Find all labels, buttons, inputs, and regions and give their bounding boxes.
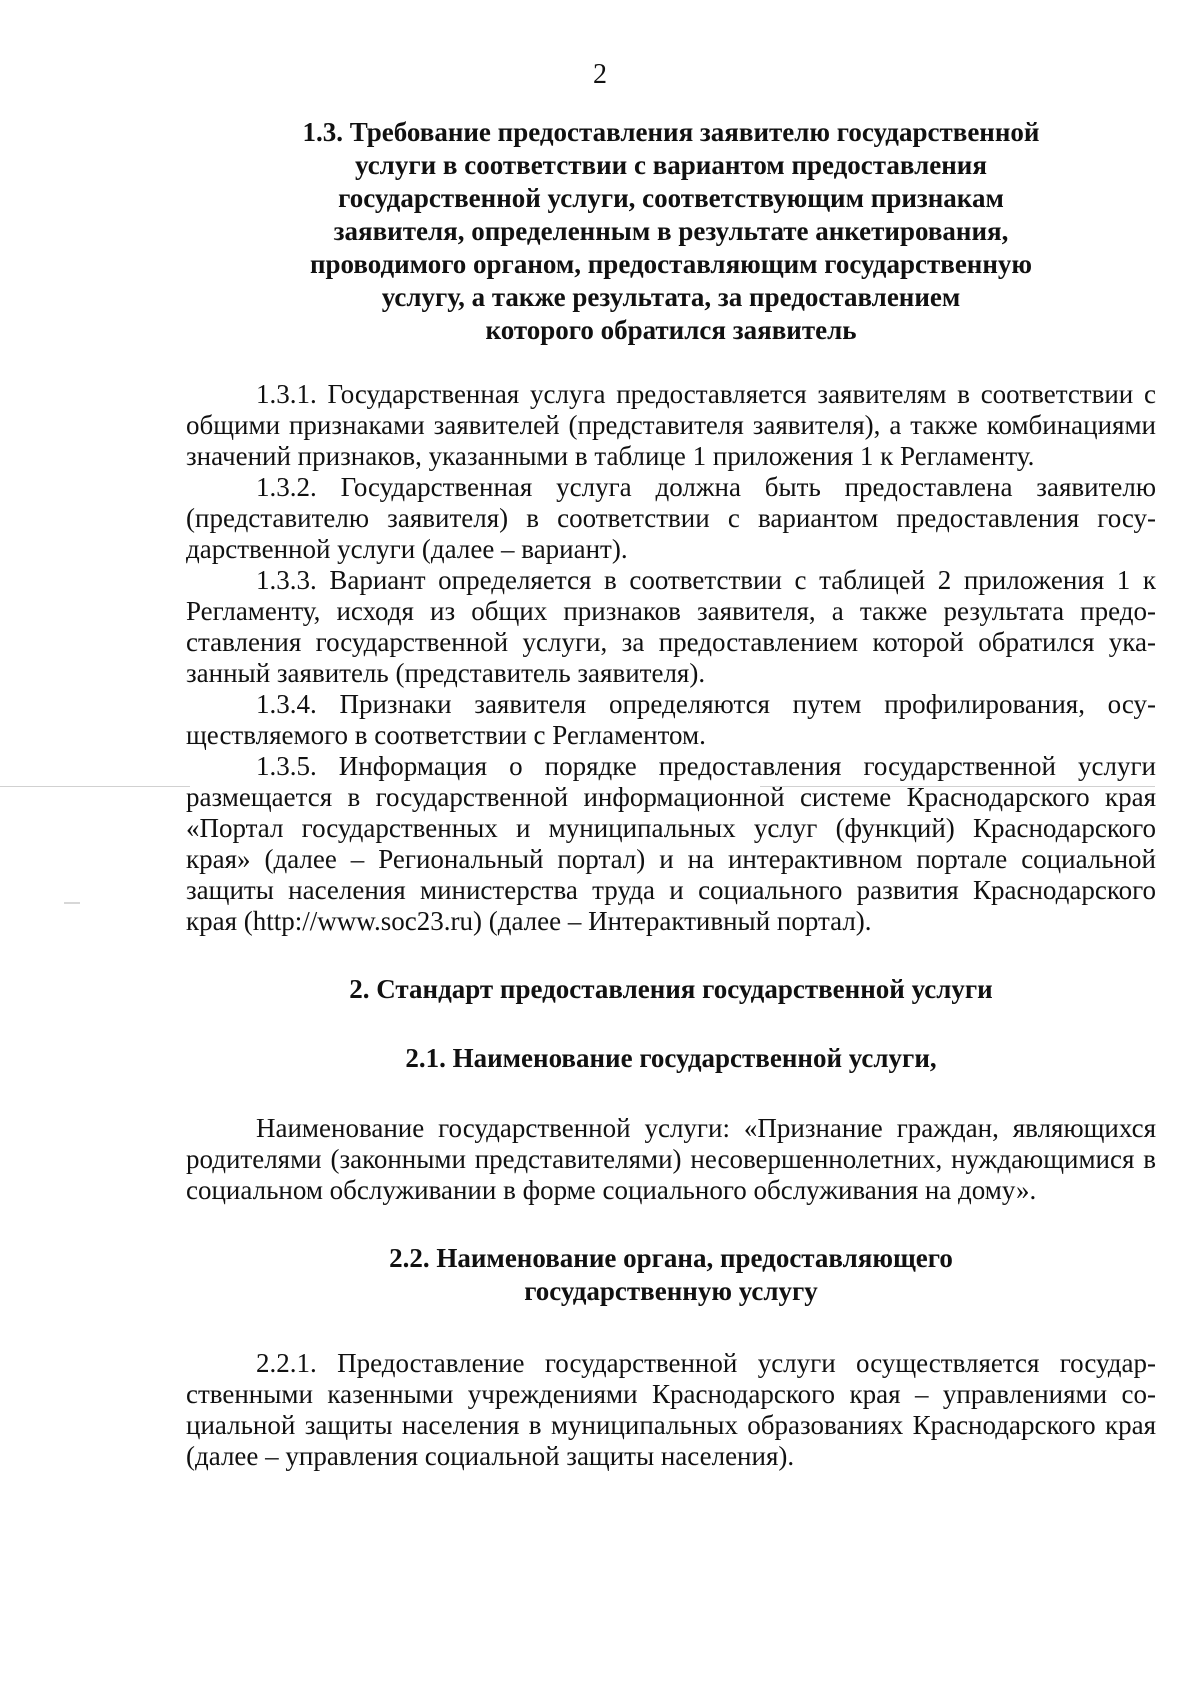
- paragraph-2-2-1: 2.2.1. Предоставление государственной услуги осуществляется государственными казенными учреждениями Краснодарского края – управлениями социальной защиты населения в муниципальных образованиях Краснодарского края (далее – управления социальной защиты населения).: [186, 1348, 1156, 1471]
- scan-artifact-line: [760, 786, 1155, 787]
- heading-line: проводимого органом, предоставляющим государственную: [309, 249, 1033, 279]
- section-2-2-heading: [186, 1242, 1156, 1308]
- paragraph-2-1: Наименование государственной услуги: «Признание граждан, являющихся родителями (законными представителями) несовершеннолетних, нуждающимися в социальном обслуживании в форме социального обслуживания на дому».: [186, 1113, 1156, 1205]
- paragraph-1-3-1: 1.3.1. Государственная услуга предоставляется заявителям в соответствии с общими признаками заявителей (представителя заявителя), а также комбинациями значений признаков, указанными в таблице 1 приложения 1 к Регламенту.: [186, 379, 1156, 471]
- heading-line: заявителя, определенным в результате анкетирования,: [333, 216, 1009, 246]
- page-number: 2: [593, 59, 607, 90]
- paragraph-1-3-5: 1.3.5. Информация о порядке предоставления государственной услуги размещается в государственной информационной системе Краснодарского края «Портал государственных и муниципальных услуг (функций) Краснодарского края» (далее – Региональный портал) и на интерактивном портале социальной защиты населения министерства труда и социального развития Краснодарского края (http://www.soc23.ru) (далее – Интерактивный портал).: [186, 751, 1156, 936]
- scan-artifact-line: [0, 786, 190, 787]
- heading-line: 1.3. Требование предоставления заявителю государственной: [302, 117, 1040, 147]
- paragraph-1-3-4: 1.3.4. Признаки заявителя определяются путем профилирования, осуществляемого в соответствии с Регламентом.: [186, 689, 1156, 750]
- section-2-1-heading: 2.1. Наименование государственной услуги,: [405, 1043, 937, 1073]
- heading-line: услуги в соответствии с вариантом предоставления: [355, 150, 987, 180]
- section-2-heading: 2. Стандарт предоставления государственной услуги: [349, 974, 993, 1004]
- paragraph-1-3-2: 1.3.2. Государственная услуга должна быть предоставлена заявителю (представителю заявителя) в соответствии с вариантом предоставления государственной услуги (далее – вариант).: [186, 472, 1156, 564]
- paragraph-1-3-3: 1.3.3. Вариант определяется в соответствии с таблицей 2 приложения 1 к Регламенту, исходя из общих признаков заявителя, а также результата предоставления государственной услуги, за предоставлением которой обратился указанный заявитель (представитель заявителя).: [186, 565, 1156, 688]
- heading-line: государственной услуги, соответствующим признакам: [338, 183, 1004, 213]
- heading-line: государственную услугу: [524, 1276, 818, 1306]
- section-1-3-heading: [186, 116, 1156, 347]
- document-body: [186, 116, 1156, 1472]
- heading-line: услугу, а также результата, за предоставлением: [381, 282, 961, 312]
- heading-line: которого обратился заявитель: [485, 315, 857, 345]
- heading-line: 2.2. Наименование органа, предоставляющего: [389, 1243, 953, 1273]
- scan-artifact-dot: [64, 902, 80, 904]
